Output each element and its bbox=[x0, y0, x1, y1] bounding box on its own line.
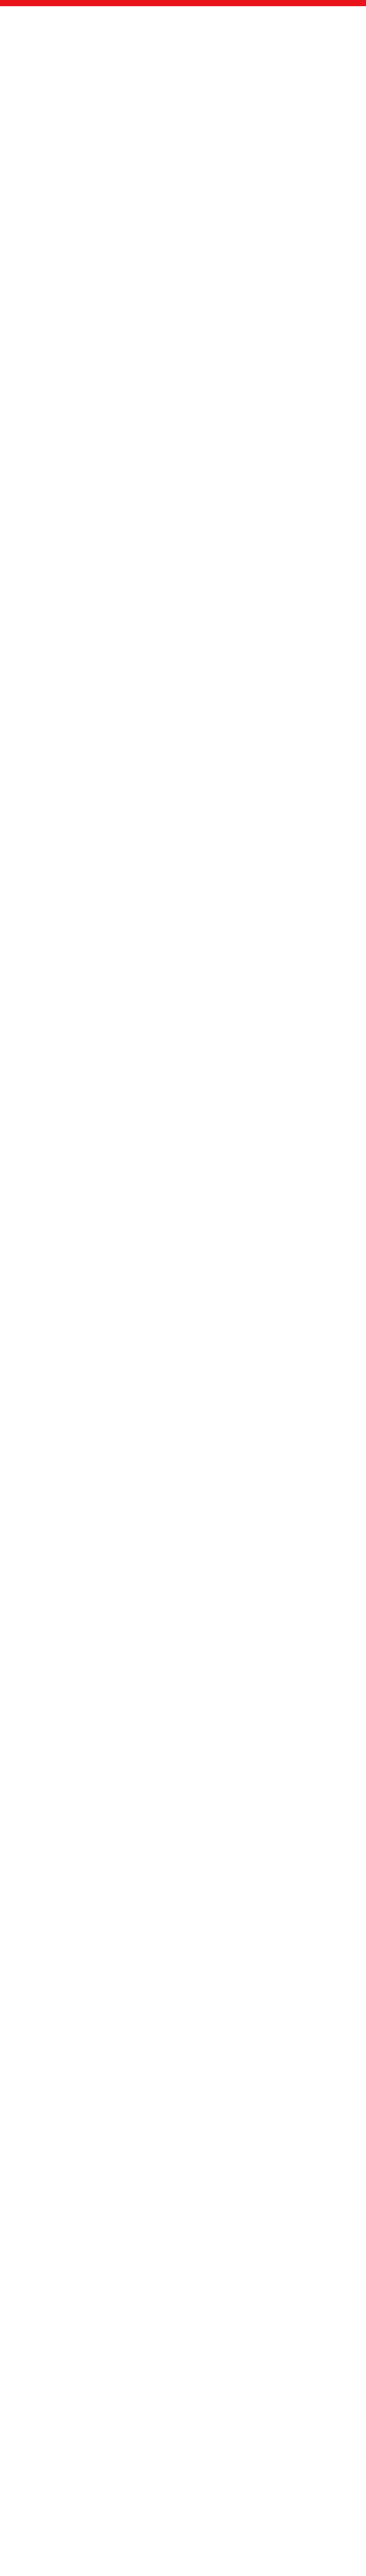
page-subtitle bbox=[2, 3, 364, 5]
page-banner bbox=[0, 0, 366, 6]
